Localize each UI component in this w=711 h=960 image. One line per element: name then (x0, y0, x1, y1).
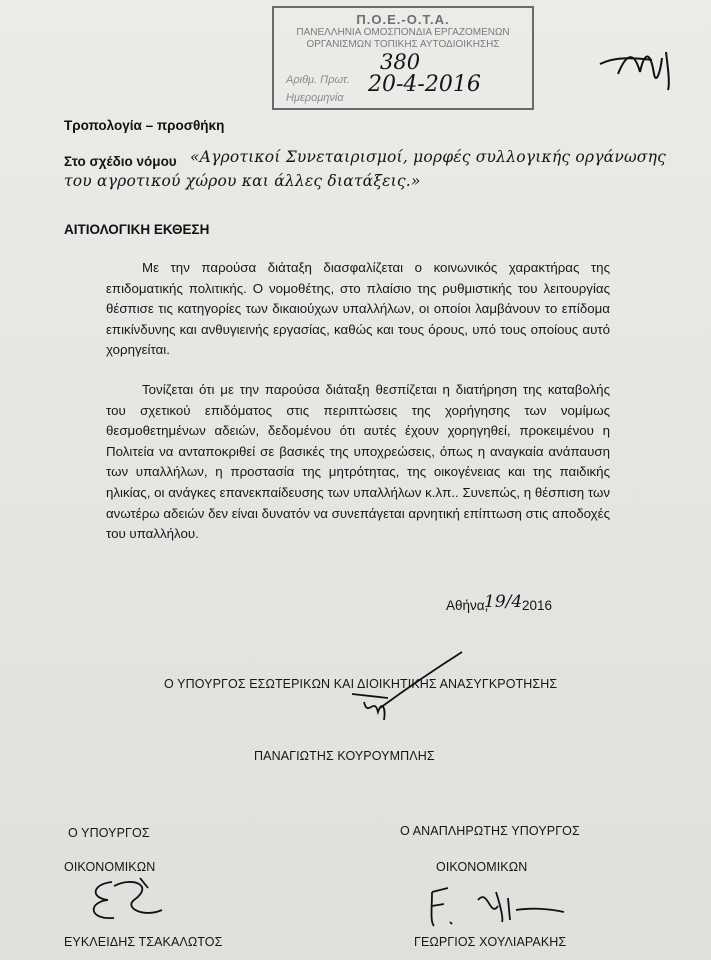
stamp-date-value: 20-4-2016 (368, 72, 481, 97)
minister-3-signature (428, 878, 568, 928)
minister-2-title-line-2: ΟΙΚΟΝΟΜΙΚΩΝ (64, 860, 156, 874)
place-label: Αθήνα, (446, 598, 489, 613)
stamp-line-2: ΟΡΓΑΝΙΣΜΩΝ ΤΟΠΙΚΗΣ ΑΥΤΟΔΙΟΙΚΗΣΗΣ (306, 39, 500, 50)
paragraph-2 (106, 380, 610, 545)
stamp-date-label: Ημερομηνία (286, 92, 344, 104)
stamp-protocol-number: 380 (380, 50, 421, 74)
minister-3-title-line-2: ΟΙΚΟΝΟΜΙΚΩΝ (436, 860, 528, 874)
minister-2-title-line-1: Ο ΥΠΟΥΡΓΟΣ (68, 826, 150, 840)
bill-intro: Στο σχέδιο νόμου (64, 154, 177, 169)
minister-3-name: ΓΕΩΡΓΙΟΣ ΧΟΥΛΙΑΡΑΚΗΣ (414, 935, 567, 949)
minister-1-signature (340, 646, 480, 726)
report-heading: ΑΙΤΙΟΛΟΓΙΚΗ ΕΚΘΕΣΗ (64, 222, 210, 237)
minister-1-title: Ο ΥΠΟΥΡΓΟΣ ΕΣΩΤΕΡΙΚΩΝ ΚΑΙ ΔΙΟΙΚΗΤΙΚΗΣ ΑΝΑΣΥΓΚΡΟΤΗΣΗΣ (164, 677, 558, 691)
paragraph-2-text: Τονίζεται ότι με την παρούσα διάταξη θεσπίζεται η διατήρηση της καταβολής του σχετικού επιδόματος στις περιπτώσεις της χορήγησης των νομίμως θεσμοθετημένων αδειών, δεδομένου ότι αυτές έχουν χορηγηθεί, προκειμένου η Πολιτεία να ανταποκριθεί σε βασικές της υποχρεώσεις, όπως η αναγκαία ανάπαυση των υπαλλήλων, η προστασία της μητρότητας, της οικογένειας και της παιδικής ηλικίας, οι ανάγκες επανεκπαίδευσης των υπαλλήλων κ.λπ.. Συνεπώς, η θέσπιση των ανωτέρω αδειών δεν είναι δυνατόν να συνεπάγεται αρνητική επίπτωση στις αποδοχές του υπαλλήλου. (106, 382, 610, 542)
minister-1-name: ΠΑΝΑΓΙΩΤΗΣ ΚΟΥΡΟΥΜΠΛΗΣ (254, 749, 435, 763)
paragraph-1-text: Με την παρούσα διάταξη διασφαλίζεται ο κοινωνικός χαρακτήρας της επιδοματικής πολιτικής. Ο νομοθέτης, στο πλαίσιο της ρυθμιστικής του λειτουργίας θέσπισε τις κατηγορίες των δικαιούχων υπαλλήλων, οι οποίοι λαμβάνουν το επίδομα επικίνδυνης και ανθυγιεινής εργασίας, καθώς και τους όρους, υπό τους οποίους αυτό χορηγείται. (106, 260, 610, 358)
stamp-title: Π.Ο.Ε.-Ο.Τ.Α. (356, 12, 450, 27)
initials-signature (596, 44, 686, 94)
minister-2-signature (84, 872, 174, 932)
stamp-line-1: ΠΑΝΕΛΛΗΝΙΑ ΟΜΟΣΠΟΝΔΙΑ ΕΡΓΑΖΟΜΕΝΩΝ (296, 27, 510, 38)
amendment-title: Τροπολογία – προσθήκη (64, 118, 225, 133)
minister-3-title-line-1: Ο ΑΝΑΠΛΗΡΩΤΗΣ ΥΠΟΥΡΓΟΣ (400, 824, 580, 838)
minister-2-name: ΕΥΚΛΕΙΔΗΣ ΤΣΑΚΑΛΩΤΟΣ (64, 935, 223, 949)
handwritten-date: 19/4 (484, 592, 523, 612)
bill-name-line-2: του αγροτικού χώρου και άλλες διατάξεις.» (64, 172, 421, 190)
stamp-protocol-label: Αριθμ. Πρωτ. (286, 74, 350, 86)
date-year: 2016 (522, 598, 553, 613)
paragraph-1 (106, 258, 610, 361)
bill-name-line-1: «Αγροτικοί Συνεταιρισμοί, μορφές συλλογικής οργάνωσης (190, 148, 666, 166)
